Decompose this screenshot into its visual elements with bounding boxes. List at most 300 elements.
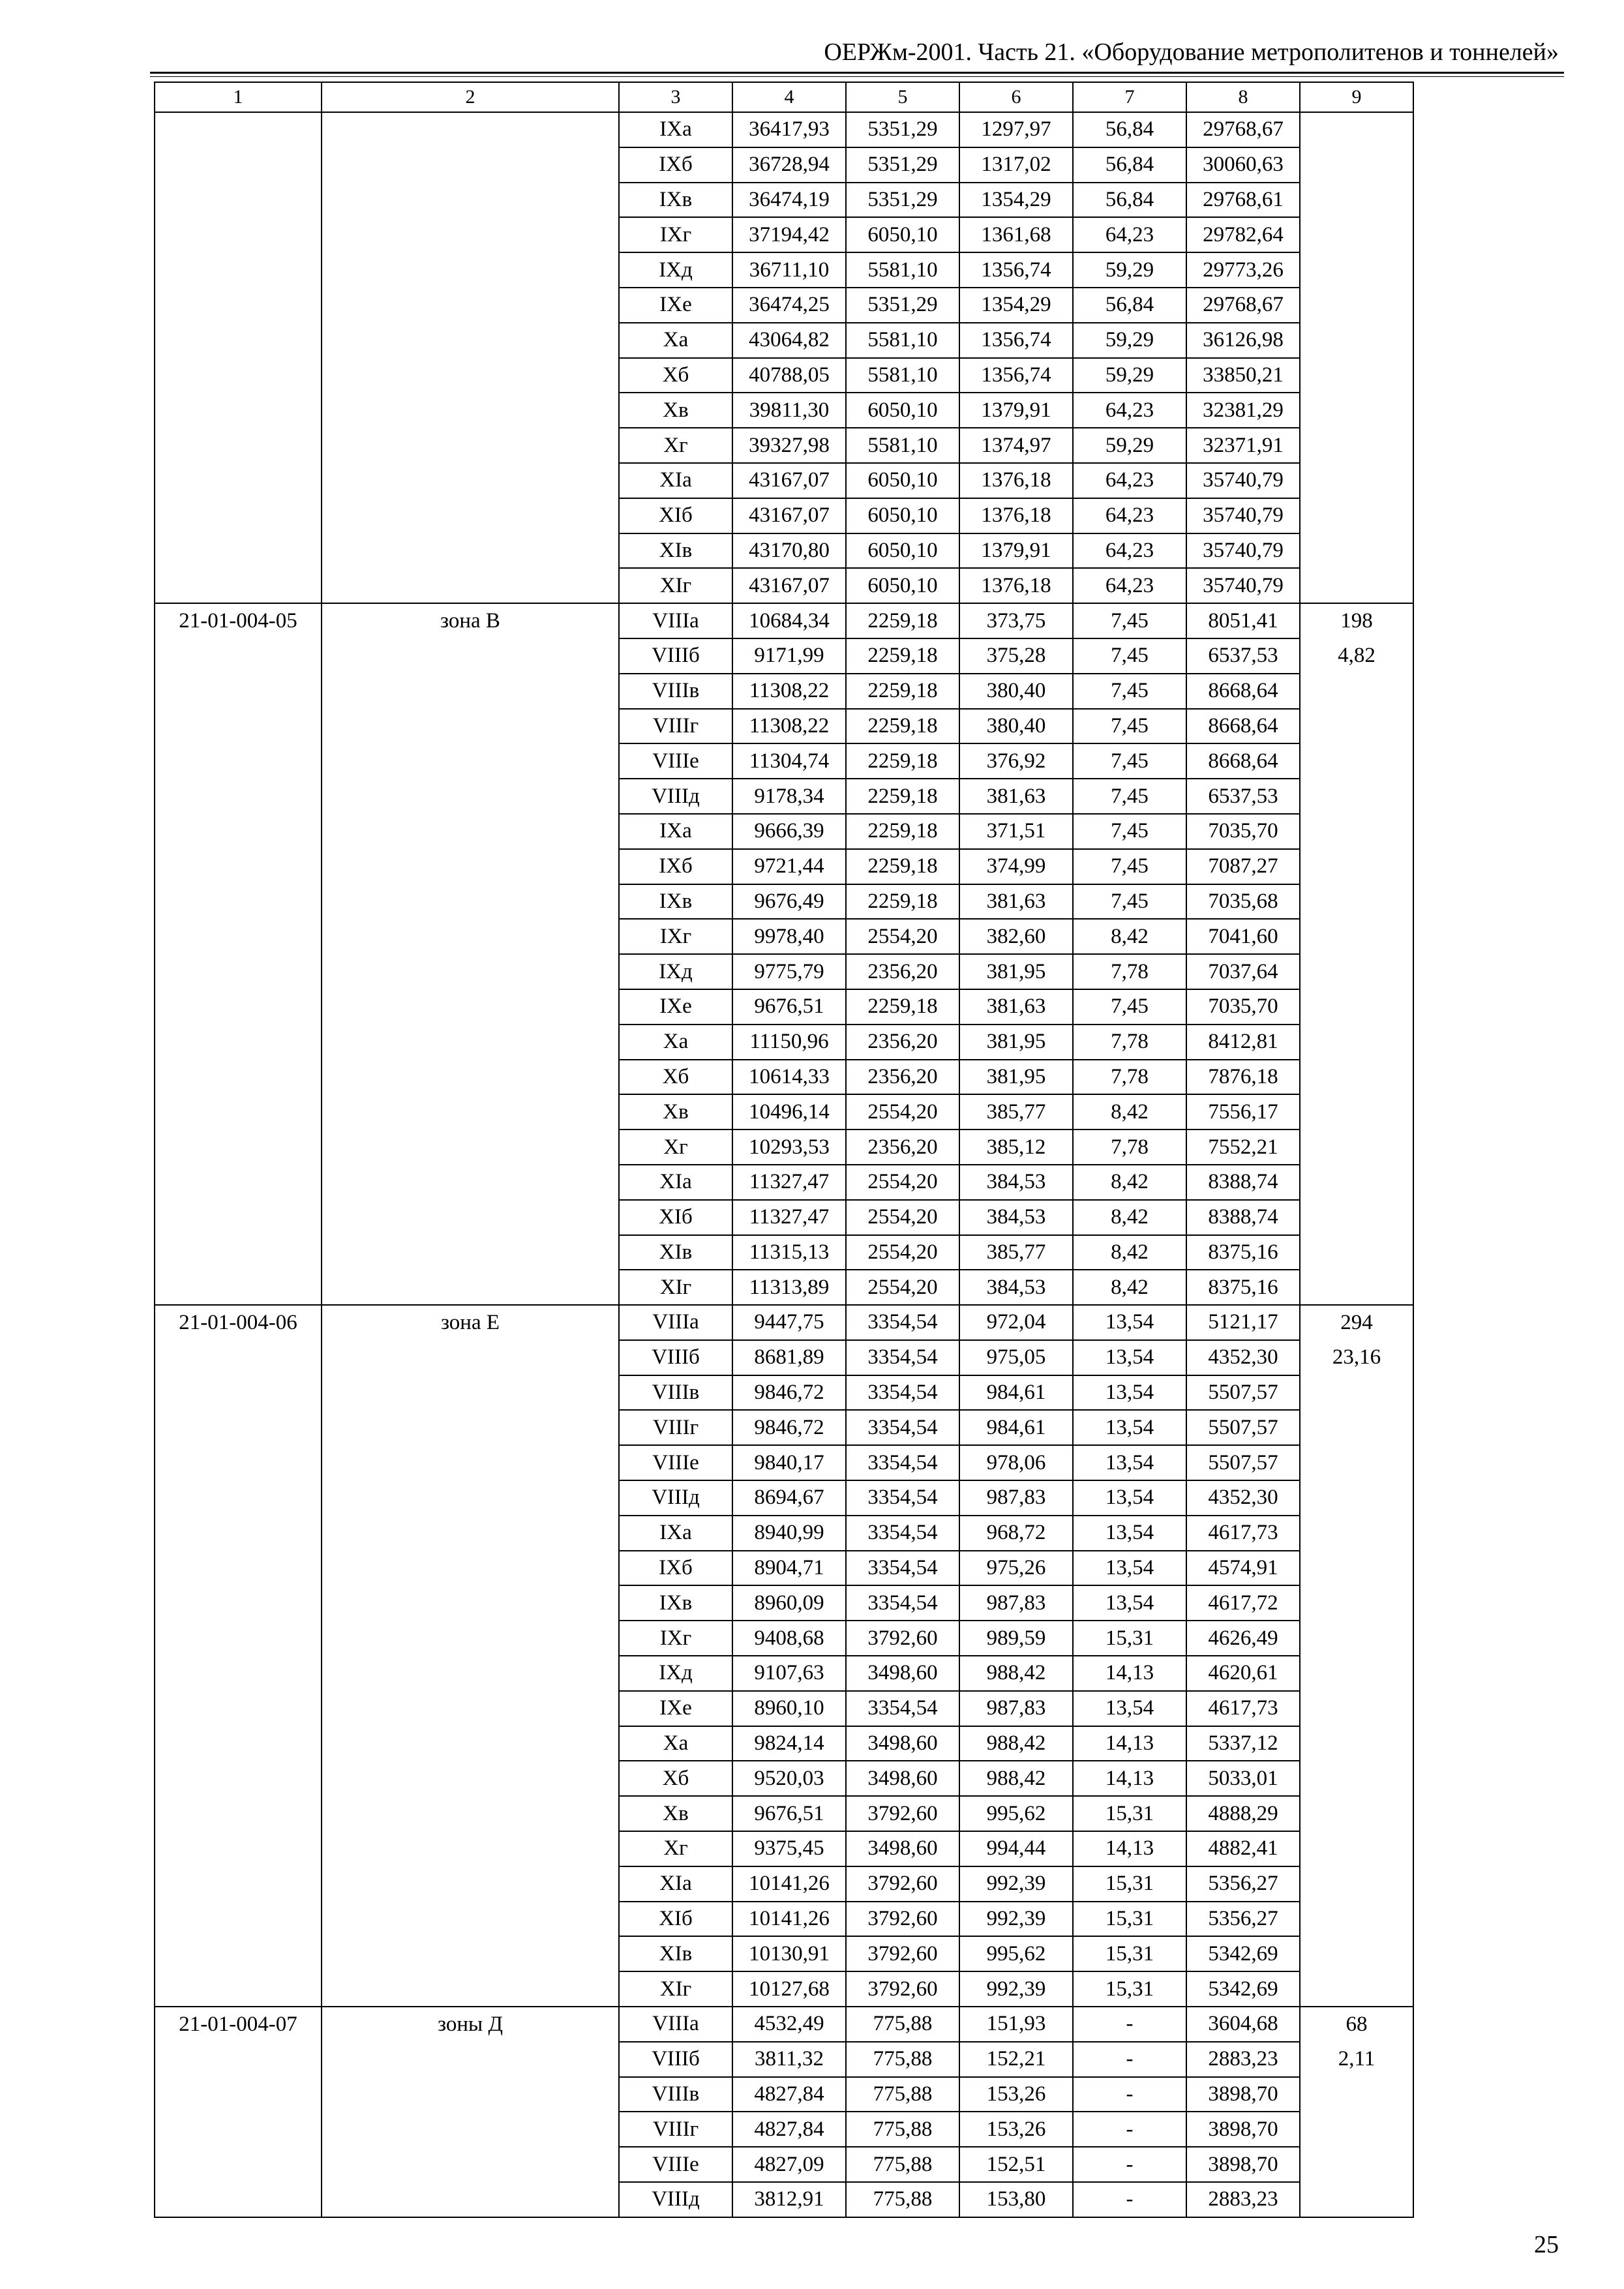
- column-number: 7: [1073, 82, 1186, 112]
- rate-name: [322, 1726, 619, 1761]
- category-cell: VIIIд: [619, 779, 732, 814]
- category-cell: IXг: [619, 217, 732, 252]
- rate-name: [322, 954, 619, 989]
- rate-name: [322, 1585, 619, 1621]
- table-row: [155, 1585, 1413, 1621]
- rate-code: [155, 1796, 322, 1831]
- category-cell: Xб: [619, 358, 732, 393]
- total-cost-cell: 37194,42: [732, 217, 846, 252]
- rate-name: [322, 1025, 619, 1060]
- materials-cell: 2883,23: [1186, 2182, 1300, 2217]
- total-cost-cell: 9978,40: [732, 919, 846, 954]
- materials-cell: 4617,73: [1186, 1516, 1300, 1551]
- machinist-wages-cell: 64,23: [1073, 568, 1186, 603]
- total-cost-cell: 11308,22: [732, 709, 846, 744]
- labor-cell: [1300, 1235, 1413, 1270]
- machinist-wages-cell: 14,13: [1073, 1726, 1186, 1761]
- rate-name: [322, 2147, 619, 2182]
- wages-cell: 3354,54: [846, 1340, 959, 1375]
- materials-cell: 4888,29: [1186, 1796, 1300, 1831]
- wages-cell: 5581,10: [846, 428, 959, 463]
- materials-cell: 29768,67: [1186, 288, 1300, 323]
- table-row: [155, 1340, 1413, 1375]
- wages-cell: 5351,29: [846, 112, 959, 147]
- materials-cell: 8412,81: [1186, 1025, 1300, 1060]
- total-cost-cell: 11313,89: [732, 1270, 846, 1305]
- rate-code: [155, 1726, 322, 1761]
- total-cost-cell: 9676,51: [732, 989, 846, 1025]
- category-cell: Xа: [619, 1025, 732, 1060]
- machine-cost-cell: 1356,74: [959, 323, 1073, 358]
- labor-cell: [1300, 2182, 1413, 2217]
- table-row: [155, 2077, 1413, 2112]
- total-cost-cell: 10684,34: [732, 603, 846, 638]
- table-row: [155, 849, 1413, 884]
- total-cost-cell: 9375,45: [732, 1831, 846, 1866]
- rate-code: [155, 1025, 322, 1060]
- labor-cell: [1300, 358, 1413, 393]
- materials-cell: 30060,63: [1186, 147, 1300, 183]
- table-row: [155, 183, 1413, 218]
- total-cost-cell: 11150,96: [732, 1025, 846, 1060]
- materials-cell: 5342,69: [1186, 1971, 1300, 2007]
- category-cell: Xа: [619, 323, 732, 358]
- labor-cell: [1300, 2077, 1413, 2112]
- rate-code: [155, 989, 322, 1025]
- materials-cell: 35740,79: [1186, 463, 1300, 498]
- materials-cell: 8388,74: [1186, 1200, 1300, 1235]
- labor-cell: [1300, 674, 1413, 709]
- rate-name: [322, 1551, 619, 1586]
- wages-cell: 775,88: [846, 2147, 959, 2182]
- rate-code: [155, 1936, 322, 1971]
- rate-code: 21-01-004-05: [155, 603, 322, 638]
- machine-cost-cell: 374,99: [959, 849, 1073, 884]
- machinist-wages-cell: 7,78: [1073, 954, 1186, 989]
- rate-code: [155, 884, 322, 920]
- materials-cell: 5356,27: [1186, 1902, 1300, 1937]
- rate-code: [155, 1480, 322, 1516]
- labor-cell: 23,16: [1300, 1340, 1413, 1375]
- category-cell: IXа: [619, 112, 732, 147]
- table-row: [155, 1726, 1413, 1761]
- materials-cell: 4352,30: [1186, 1480, 1300, 1516]
- labor-cell: [1300, 814, 1413, 849]
- materials-cell: 7556,17: [1186, 1094, 1300, 1130]
- total-cost-cell: 10130,91: [732, 1936, 846, 1971]
- machinist-wages-cell: 7,45: [1073, 709, 1186, 744]
- category-cell: IXб: [619, 147, 732, 183]
- total-cost-cell: 9676,49: [732, 884, 846, 920]
- category-cell: VIIIг: [619, 2112, 732, 2147]
- machine-cost-cell: 384,53: [959, 1270, 1073, 1305]
- total-cost-cell: 43167,07: [732, 463, 846, 498]
- wages-cell: 3792,60: [846, 1936, 959, 1971]
- rate-name: [322, 428, 619, 463]
- rate-code: [155, 709, 322, 744]
- total-cost-cell: 43064,82: [732, 323, 846, 358]
- machinist-wages-cell: 7,45: [1073, 849, 1186, 884]
- total-cost-cell: 36728,94: [732, 147, 846, 183]
- machine-cost-cell: 153,26: [959, 2077, 1073, 2112]
- labor-cell: [1300, 288, 1413, 323]
- machine-cost-cell: 381,95: [959, 1060, 1073, 1095]
- labor-cell: [1300, 568, 1413, 603]
- wages-cell: 3792,60: [846, 1621, 959, 1656]
- wages-cell: 6050,10: [846, 463, 959, 498]
- table-row: [155, 2042, 1413, 2077]
- category-cell: IXа: [619, 1516, 732, 1551]
- rate-name: [322, 1340, 619, 1375]
- machinist-wages-cell: 56,84: [1073, 147, 1186, 183]
- labor-cell: [1300, 1621, 1413, 1656]
- total-cost-cell: 10141,26: [732, 1902, 846, 1937]
- materials-cell: 3898,70: [1186, 2077, 1300, 2112]
- total-cost-cell: 43170,80: [732, 533, 846, 569]
- labor-cell: [1300, 1200, 1413, 1235]
- rate-code: 21-01-004-07: [155, 2007, 322, 2042]
- wages-cell: 6050,10: [846, 533, 959, 569]
- rate-name: [322, 1902, 619, 1937]
- materials-cell: 5337,12: [1186, 1726, 1300, 1761]
- machinist-wages-cell: 7,78: [1073, 1025, 1186, 1060]
- machine-cost-cell: 380,40: [959, 674, 1073, 709]
- wages-cell: 2356,20: [846, 954, 959, 989]
- wages-cell: 5581,10: [846, 358, 959, 393]
- materials-cell: 32371,91: [1186, 428, 1300, 463]
- labor-cell: [1300, 112, 1413, 147]
- materials-cell: 5507,57: [1186, 1445, 1300, 1480]
- machinist-wages-cell: 8,42: [1073, 1165, 1186, 1200]
- machinist-wages-cell: 15,31: [1073, 1936, 1186, 1971]
- table-row: [155, 1060, 1413, 1095]
- total-cost-cell: 36417,93: [732, 112, 846, 147]
- machinist-wages-cell: 15,31: [1073, 1796, 1186, 1831]
- wages-cell: 775,88: [846, 2112, 959, 2147]
- machinist-wages-cell: 15,31: [1073, 1866, 1186, 1902]
- wages-cell: 3792,60: [846, 1866, 959, 1902]
- total-cost-cell: 43167,07: [732, 498, 846, 533]
- total-cost-cell: 36474,25: [732, 288, 846, 323]
- labor-cell: [1300, 1375, 1413, 1411]
- total-cost-cell: 10127,68: [732, 1971, 846, 2007]
- category-cell: IXг: [619, 919, 732, 954]
- table-row: [155, 252, 1413, 288]
- machinist-wages-cell: 59,29: [1073, 252, 1186, 288]
- category-cell: IXе: [619, 1691, 732, 1726]
- machine-cost-cell: 975,26: [959, 1551, 1073, 1586]
- rate-code: [155, 533, 322, 569]
- labor-cell: [1300, 1902, 1413, 1937]
- materials-cell: 7035,68: [1186, 884, 1300, 920]
- machine-cost-cell: 988,42: [959, 1656, 1073, 1691]
- machinist-wages-cell: 13,54: [1073, 1691, 1186, 1726]
- machinist-wages-cell: 7,45: [1073, 603, 1186, 638]
- wages-cell: 2554,20: [846, 919, 959, 954]
- labor-cell: [1300, 1270, 1413, 1305]
- table-row: [155, 2007, 1413, 2042]
- column-number: 8: [1186, 82, 1300, 112]
- machinist-wages-cell: 8,42: [1073, 1094, 1186, 1130]
- total-cost-cell: 9408,68: [732, 1621, 846, 1656]
- table-row: [155, 638, 1413, 674]
- header-rule: [150, 72, 1564, 74]
- machine-cost-cell: 1379,91: [959, 533, 1073, 569]
- category-cell: Xб: [619, 1060, 732, 1095]
- materials-cell: 29782,64: [1186, 217, 1300, 252]
- labor-cell: [1300, 989, 1413, 1025]
- rate-name: [322, 1375, 619, 1411]
- labor-cell: [1300, 1761, 1413, 1796]
- table-row: [155, 1621, 1413, 1656]
- wages-cell: 3354,54: [846, 1410, 959, 1445]
- wages-cell: 3792,60: [846, 1902, 959, 1937]
- rate-code: [155, 1270, 322, 1305]
- materials-cell: 7035,70: [1186, 989, 1300, 1025]
- rate-code: [155, 2077, 322, 2112]
- wages-cell: 2259,18: [846, 674, 959, 709]
- table-row: [155, 1480, 1413, 1516]
- materials-cell: 5121,17: [1186, 1305, 1300, 1340]
- machinist-wages-cell: 8,42: [1073, 1270, 1186, 1305]
- rate-code: [155, 919, 322, 954]
- rate-name: [322, 498, 619, 533]
- rate-name: [322, 638, 619, 674]
- total-cost-cell: 9775,79: [732, 954, 846, 989]
- total-cost-cell: 36711,10: [732, 252, 846, 288]
- machinist-wages-cell: 8,42: [1073, 1235, 1186, 1270]
- rate-name: [322, 1691, 619, 1726]
- total-cost-cell: 10141,26: [732, 1866, 846, 1902]
- materials-cell: 5033,01: [1186, 1761, 1300, 1796]
- total-cost-cell: 10293,53: [732, 1130, 846, 1165]
- table-row: [155, 1656, 1413, 1691]
- labor-cell: 4,82: [1300, 638, 1413, 674]
- total-cost-cell: 4827,84: [732, 2112, 846, 2147]
- machinist-wages-cell: 15,31: [1073, 1621, 1186, 1656]
- machinist-wages-cell: 56,84: [1073, 288, 1186, 323]
- wages-cell: 5581,10: [846, 323, 959, 358]
- machine-cost-cell: 987,83: [959, 1691, 1073, 1726]
- rate-name: [322, 1656, 619, 1691]
- machine-cost-cell: 375,28: [959, 638, 1073, 674]
- category-cell: Xб: [619, 1761, 732, 1796]
- column-number: 9: [1300, 82, 1413, 112]
- wages-cell: 3792,60: [846, 1971, 959, 2007]
- materials-cell: 7035,70: [1186, 814, 1300, 849]
- category-cell: XIв: [619, 1235, 732, 1270]
- rate-name: [322, 1445, 619, 1480]
- machine-cost-cell: 384,53: [959, 1200, 1073, 1235]
- machinist-wages-cell: 14,13: [1073, 1761, 1186, 1796]
- table-row: [155, 1796, 1413, 1831]
- machine-cost-cell: 152,51: [959, 2147, 1073, 2182]
- wages-cell: 3354,54: [846, 1516, 959, 1551]
- total-cost-cell: 11327,47: [732, 1200, 846, 1235]
- category-cell: XIб: [619, 1902, 732, 1937]
- rate-name: [322, 1516, 619, 1551]
- rate-code: [155, 463, 322, 498]
- table-row: [155, 288, 1413, 323]
- labor-cell: [1300, 252, 1413, 288]
- rate-name: [322, 1936, 619, 1971]
- machine-cost-cell: 384,53: [959, 1165, 1073, 1200]
- category-cell: VIIIг: [619, 1410, 732, 1445]
- rates-table-body: [155, 82, 1413, 2217]
- rate-code: [155, 183, 322, 218]
- materials-cell: 5507,57: [1186, 1375, 1300, 1411]
- labor-cell: [1300, 1726, 1413, 1761]
- category-cell: IXе: [619, 989, 732, 1025]
- machinist-wages-cell: 7,45: [1073, 989, 1186, 1025]
- category-cell: VIIIв: [619, 2077, 732, 2112]
- wages-cell: 3354,54: [846, 1305, 959, 1340]
- wages-cell: 2259,18: [846, 709, 959, 744]
- wages-cell: 3498,60: [846, 1831, 959, 1866]
- machinist-wages-cell: 14,13: [1073, 1831, 1186, 1866]
- total-cost-cell: 40788,05: [732, 358, 846, 393]
- materials-cell: 35740,79: [1186, 568, 1300, 603]
- machinist-wages-cell: 56,84: [1073, 112, 1186, 147]
- machinist-wages-cell: 59,29: [1073, 428, 1186, 463]
- rate-name: [322, 2042, 619, 2077]
- labor-cell: [1300, 1025, 1413, 1060]
- machine-cost-cell: 987,83: [959, 1585, 1073, 1621]
- labor-cell: 198: [1300, 603, 1413, 638]
- total-cost-cell: 8960,10: [732, 1691, 846, 1726]
- table-row: [155, 814, 1413, 849]
- total-cost-cell: 9846,72: [732, 1375, 846, 1411]
- machine-cost-cell: 992,39: [959, 1866, 1073, 1902]
- total-cost-cell: 8681,89: [732, 1340, 846, 1375]
- rate-name: [322, 1831, 619, 1866]
- labor-cell: [1300, 2147, 1413, 2182]
- labor-cell: [1300, 428, 1413, 463]
- machinist-wages-cell: 8,42: [1073, 1200, 1186, 1235]
- machine-cost-cell: 373,75: [959, 603, 1073, 638]
- column-number: 5: [846, 82, 959, 112]
- header-rule-thin: [150, 76, 1564, 77]
- rate-name: [322, 288, 619, 323]
- total-cost-cell: 4827,84: [732, 2077, 846, 2112]
- table-row: [155, 603, 1413, 638]
- table-row: [155, 1305, 1413, 1340]
- machine-cost-cell: 987,83: [959, 1480, 1073, 1516]
- rate-code: [155, 568, 322, 603]
- category-cell: VIIIб: [619, 2042, 732, 2077]
- machine-cost-cell: 381,63: [959, 779, 1073, 814]
- wages-cell: 2554,20: [846, 1094, 959, 1130]
- rate-name: [322, 358, 619, 393]
- materials-cell: 4626,49: [1186, 1621, 1300, 1656]
- machinist-wages-cell: -: [1073, 2112, 1186, 2147]
- rate-name: [322, 183, 619, 218]
- labor-cell: [1300, 919, 1413, 954]
- total-cost-cell: 39811,30: [732, 393, 846, 428]
- table-row: [155, 1270, 1413, 1305]
- rate-name: зона Е: [322, 1305, 619, 1340]
- category-cell: XIа: [619, 1165, 732, 1200]
- labor-cell: [1300, 183, 1413, 218]
- labor-cell: [1300, 533, 1413, 569]
- wages-cell: 6050,10: [846, 568, 959, 603]
- table-row: [155, 112, 1413, 147]
- table-row: [155, 1130, 1413, 1165]
- machine-cost-cell: 992,39: [959, 1971, 1073, 2007]
- rate-code: [155, 954, 322, 989]
- rate-code: [155, 2147, 322, 2182]
- category-cell: Xв: [619, 1796, 732, 1831]
- table-row: [155, 147, 1413, 183]
- category-cell: XIа: [619, 1866, 732, 1902]
- category-cell: VIIIд: [619, 2182, 732, 2217]
- column-number: 4: [732, 82, 846, 112]
- rate-code: [155, 1971, 322, 2007]
- wages-cell: 2259,18: [846, 603, 959, 638]
- column-number: 3: [619, 82, 732, 112]
- wages-cell: 2356,20: [846, 1130, 959, 1165]
- wages-cell: 2259,18: [846, 743, 959, 779]
- wages-cell: 3354,54: [846, 1445, 959, 1480]
- wages-cell: 3498,60: [846, 1761, 959, 1796]
- category-cell: VIIIа: [619, 603, 732, 638]
- rates-table: [154, 82, 1414, 2218]
- machine-cost-cell: 385,77: [959, 1094, 1073, 1130]
- category-cell: IXд: [619, 252, 732, 288]
- materials-cell: 2883,23: [1186, 2042, 1300, 2077]
- wages-cell: 5351,29: [846, 147, 959, 183]
- table-row: [155, 2182, 1413, 2217]
- rate-code: [155, 1902, 322, 1937]
- category-cell: IXв: [619, 183, 732, 218]
- total-cost-cell: 11327,47: [732, 1165, 846, 1200]
- materials-cell: 36126,98: [1186, 323, 1300, 358]
- category-cell: XIв: [619, 1936, 732, 1971]
- table-row: [155, 323, 1413, 358]
- machine-cost-cell: 153,26: [959, 2112, 1073, 2147]
- machine-cost-cell: 978,06: [959, 1445, 1073, 1480]
- total-cost-cell: 9171,99: [732, 638, 846, 674]
- page-number: 25: [1534, 2231, 1559, 2258]
- materials-cell: 3898,70: [1186, 2112, 1300, 2147]
- table-row: [155, 1094, 1413, 1130]
- rate-name: [322, 849, 619, 884]
- table-row: [155, 463, 1413, 498]
- materials-cell: 8668,64: [1186, 743, 1300, 779]
- rate-code: [155, 498, 322, 533]
- materials-cell: 8375,16: [1186, 1270, 1300, 1305]
- rate-name: [322, 568, 619, 603]
- category-cell: IXв: [619, 1585, 732, 1621]
- rate-code: [155, 1445, 322, 1480]
- machine-cost-cell: 152,21: [959, 2042, 1073, 2077]
- category-cell: VIIIб: [619, 1340, 732, 1375]
- machine-cost-cell: 995,62: [959, 1796, 1073, 1831]
- table-row: [155, 1165, 1413, 1200]
- rate-name: [322, 814, 619, 849]
- machine-cost-cell: 381,95: [959, 1025, 1073, 1060]
- wages-cell: 2554,20: [846, 1235, 959, 1270]
- category-cell: VIIIд: [619, 1480, 732, 1516]
- wages-cell: 2356,20: [846, 1060, 959, 1095]
- labor-cell: 294: [1300, 1305, 1413, 1340]
- labor-cell: [1300, 1410, 1413, 1445]
- rate-name: [322, 533, 619, 569]
- rate-code: [155, 1060, 322, 1095]
- rate-code: [155, 393, 322, 428]
- wages-cell: 775,88: [846, 2007, 959, 2042]
- table-row: [155, 779, 1413, 814]
